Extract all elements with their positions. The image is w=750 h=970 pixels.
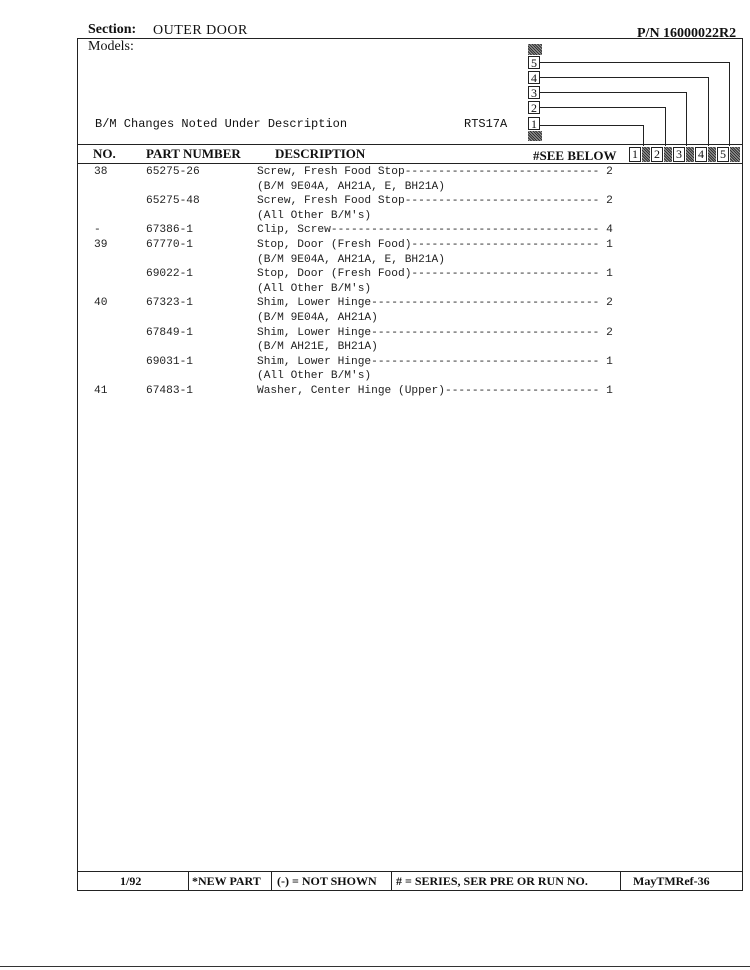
ladder-line-5: [540, 62, 729, 63]
page-bottom-rule: [0, 966, 750, 967]
row-description: Screw, Fresh Food Stop----------------------------- 2: [257, 166, 613, 178]
series-hatch-3: [686, 147, 694, 162]
row-part-number: 69022-1: [146, 268, 193, 280]
row-description: (B/M AH21E, BH21A): [257, 341, 378, 353]
ladder-line-2: [540, 107, 665, 108]
ladder-box-5: 5: [528, 56, 540, 69]
col-see-below: #SEE BELOW: [533, 148, 617, 163]
row-part-number: 67323-1: [146, 297, 193, 309]
row-description: Stop, Door (Fresh Food)---------------------------- 1: [257, 239, 613, 251]
ladder-drop-4: [708, 77, 709, 146]
row-no: 40: [94, 297, 108, 309]
ladder-drop-1: [643, 125, 644, 146]
row-part-number: 65275-26: [146, 166, 200, 178]
row-part-number: 69031-1: [146, 356, 193, 368]
bm-note: B/M Changes Noted Under Description: [95, 117, 348, 131]
ladder-box-1: 1: [528, 117, 540, 130]
footer-date: 1/92: [120, 874, 142, 888]
row-description: Stop, Door (Fresh Food)---------------------------- 1: [257, 268, 613, 280]
row-description: (All Other B/M's): [257, 370, 372, 382]
hatch-top: [528, 44, 542, 55]
footer-not-shown: (-) = NOT SHOWN: [277, 874, 377, 888]
row-no: 41: [94, 385, 108, 397]
footer-series-note: # = SERIES, SER PRE OR RUN NO.: [396, 874, 588, 888]
section-label: Section:: [88, 22, 137, 37]
series-col-2: 2: [651, 147, 663, 162]
row-part-number: 67770-1: [146, 239, 193, 251]
footer-sep-3: [391, 871, 392, 891]
row-description: (B/M 9E04A, AH21A, E, BH21A): [257, 254, 445, 266]
hatch-bottom: [528, 131, 542, 141]
model-code: RTS17A: [464, 117, 508, 131]
header-bottom-rule: [77, 163, 743, 164]
footer-new-part: *NEW PART: [192, 874, 261, 888]
row-description: (All Other B/M's): [257, 210, 372, 222]
series-hatch-2: [664, 147, 672, 162]
row-part-number: 67483-1: [146, 385, 193, 397]
series-col-5: 5: [717, 147, 729, 162]
series-hatch-1: [642, 147, 650, 162]
ladder-box-3: 3: [528, 86, 540, 99]
ladder-box-4: 4: [528, 71, 540, 84]
footer-rule: [77, 871, 743, 872]
footer-sep-1: [188, 871, 189, 891]
row-description: Clip, Screw---------------------------------------- 4: [257, 224, 613, 236]
part-number-header: P/N 16000022R2: [637, 26, 737, 41]
ladder-box-2: 2: [528, 101, 540, 114]
footer-sep-4: [620, 871, 621, 891]
row-description: (All Other B/M's): [257, 283, 372, 295]
series-col-3: 3: [673, 147, 685, 162]
row-no: -: [94, 224, 101, 236]
row-description: (B/M 9E04A, AH21A, E, BH21A): [257, 181, 445, 193]
footer-ref: MayTMRef-36: [633, 874, 710, 888]
ladder-drop-3: [686, 92, 687, 146]
ladder-drop-2: [665, 107, 666, 146]
row-no: 38: [94, 166, 108, 178]
row-description: Shim, Lower Hinge---------------------------------- 1: [257, 356, 613, 368]
footer-sep-2: [271, 871, 272, 891]
header-top-rule: [77, 144, 743, 145]
section-value: OUTER DOOR: [153, 23, 248, 38]
col-description: DESCRIPTION: [275, 146, 366, 161]
series-col-4: 4: [695, 147, 707, 162]
row-description: (B/M 9E04A, AH21A): [257, 312, 378, 324]
series-col-1: 1: [629, 147, 641, 162]
row-description: Screw, Fresh Food Stop----------------------------- 2: [257, 195, 613, 207]
ladder-line-1: [540, 125, 643, 126]
ladder-line-3: [540, 92, 686, 93]
row-part-number: 67386-1: [146, 224, 193, 236]
series-hatch-4: [708, 147, 716, 162]
row-description: Shim, Lower Hinge---------------------------------- 2: [257, 327, 613, 339]
row-no: 39: [94, 239, 108, 251]
ladder-line-4: [540, 77, 708, 78]
row-part-number: 65275-48: [146, 195, 200, 207]
col-no: NO.: [93, 146, 116, 161]
models-label: Models:: [88, 39, 134, 54]
col-part-number: PART NUMBER: [146, 146, 241, 161]
ladder-drop-5: [729, 62, 730, 146]
series-hatch-5: [730, 147, 740, 162]
row-part-number: 67849-1: [146, 327, 193, 339]
row-description: Shim, Lower Hinge---------------------------------- 2: [257, 297, 613, 309]
row-description: Washer, Center Hinge (Upper)----------------------- 1: [257, 385, 613, 397]
